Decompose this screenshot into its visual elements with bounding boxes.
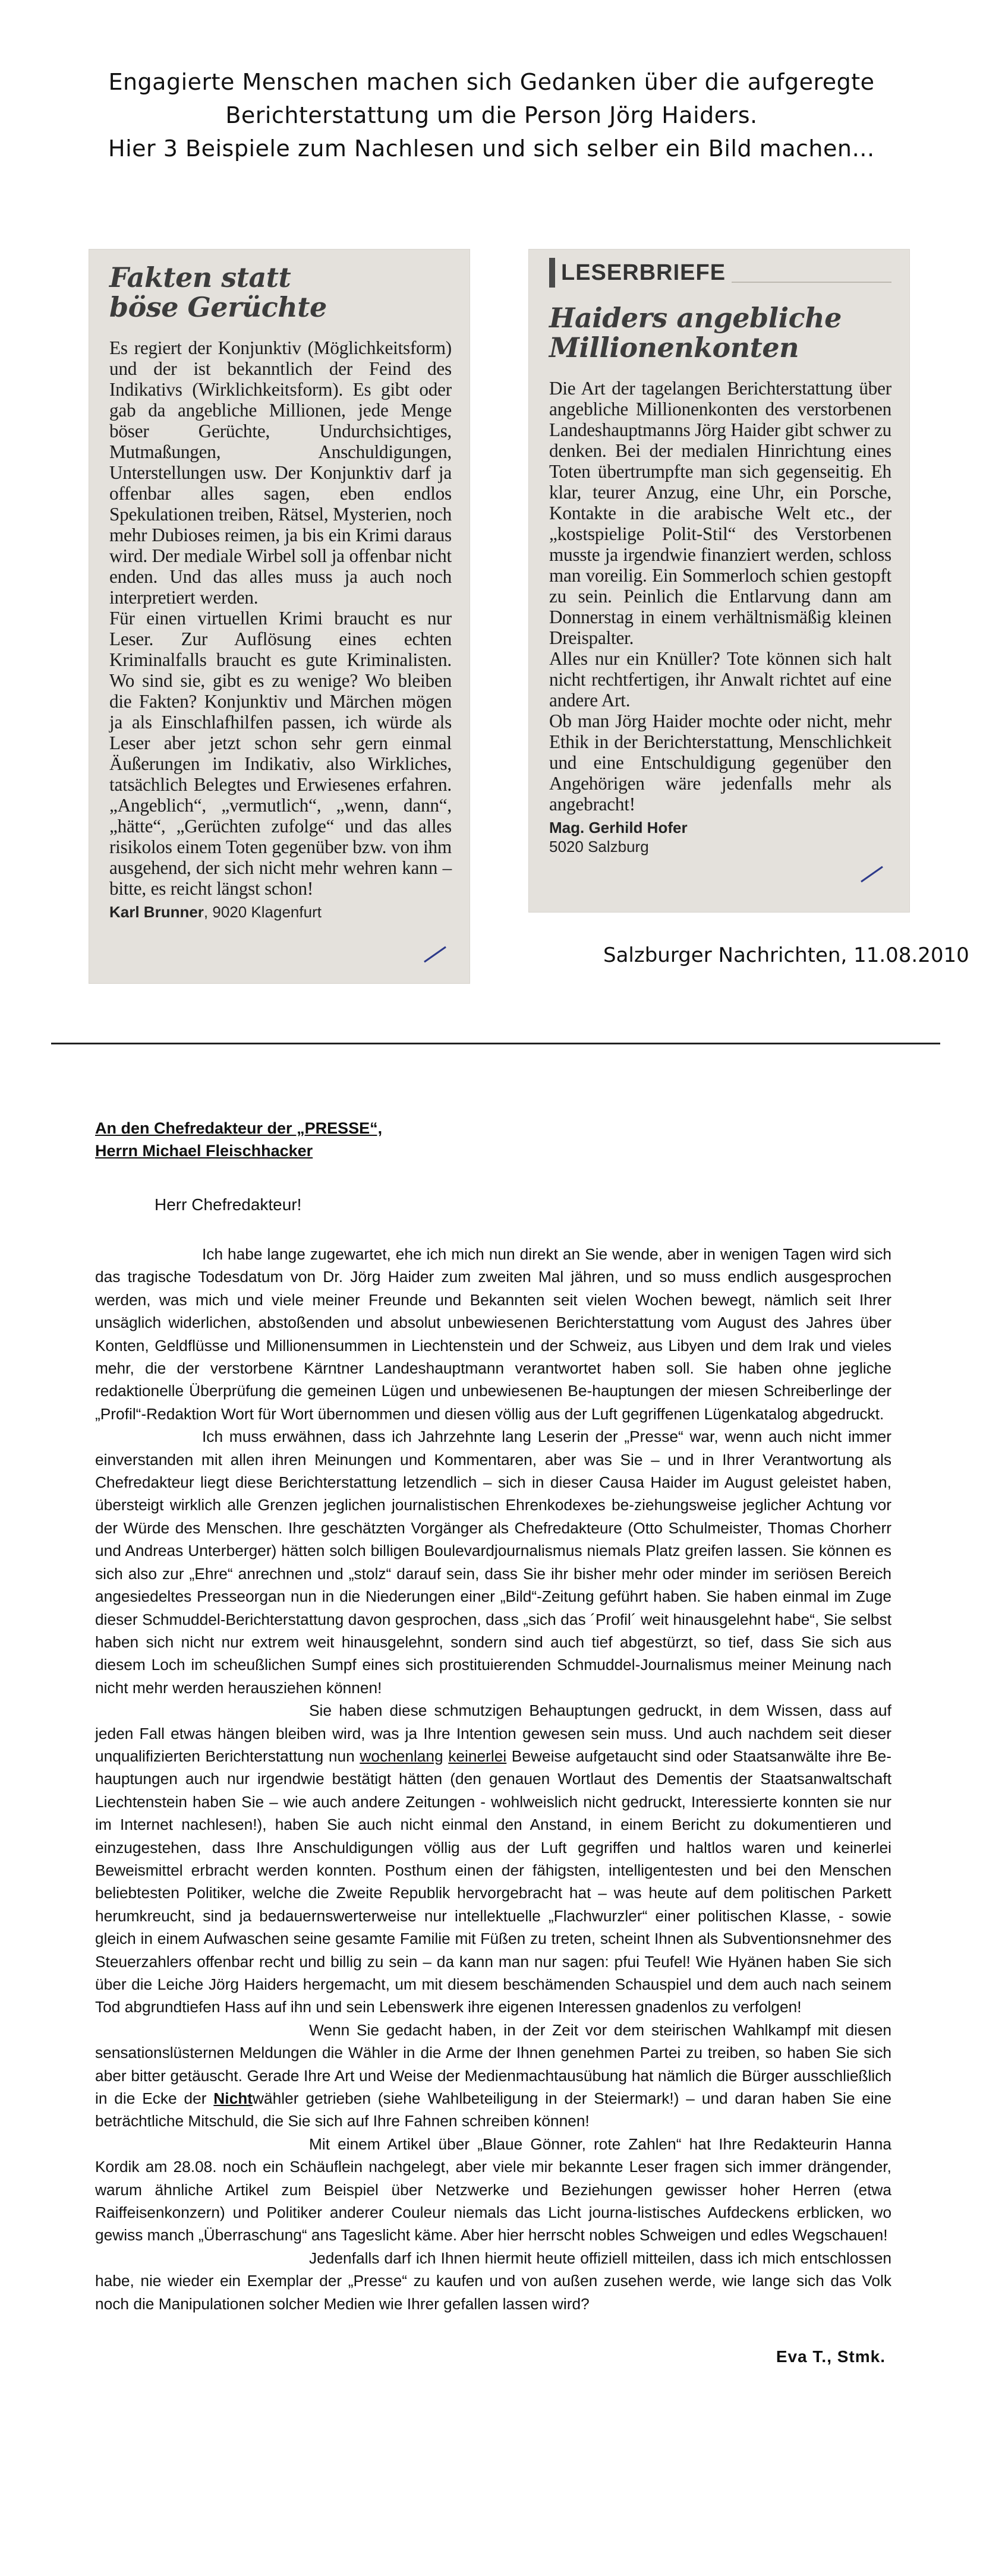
rubric-bar xyxy=(549,258,555,288)
letter-salutation: Herr Chefredakteur! xyxy=(155,1195,302,1214)
letter-paragraph: Ich habe lange zugewartet, ehe ich mich nun direkt an Sie wende, aber in wenigen Tagen wird sich das tragische Todesdatum von Dr. Jörg Haider zum zweiten Mal jähren, und so muss endlich ausgesprochen werden, was mich und viele meiner Freunde und Bekannten seit vielen Wochen bewegt, nämlich seit Ihrer unsäglich widerlichen, abstoßenden und absolut unbewiesenen Berichterstattung vom August des Jahres über Konten, Geldflüsse und Millionensummen in Liechtenstein und der Schweiz, aus Libyen und dem Irak und vieles mehr, die der verstorbene Kärntner Landeshauptmann verantwortet haben soll. Sie haben ohne jegliche redaktionelle Überprüfung die gemeinen Lügen und unbewiesenen Be-hauptungen der miesen Schreiberlinge der „Profil“-Redaktion Wort für Wort übernommen und diesen völlig aus der Luft gegriffenen Lügenkatalog abgedruckt. xyxy=(95,1245,891,1423)
clipping-left-body xyxy=(109,337,452,899)
rubric-label: LESERBRIEFE xyxy=(561,260,726,285)
clipping-left-paragraph: Für einen virtuellen Krimi braucht es nur Leser. Zur Auflösung eines echten Kriminalfalls braucht es gute Kriminalisten. Wo sind sie, gibt es zu wenige? Wo bleiben die Fakten? Konjunktiv und Märchen mögen ja als Einschlafhilfen passen, ich würde als Leser aber jetzt schon sehr gern einmal Äußerungen im Indikativ, also Wirkliches, tatsächlich Belegtes und Erwiesenes erfahren. „Angeblich“, „vermutlich“, „wenn, dann“, „hätte“, „Gerüchten zufolge“ und das alles risikolos einem Toten gegenüber bzw. von ihm ausgehend, der sich nicht mehr wehren kann – bitte, es reicht längst schon! xyxy=(109,608,452,899)
letter-text: Sie haben diese schmutzigen Behauptungen gedruckt, in dem Wissen, dass auf jeden Fall etwas hängen bleiben wird, was ja Ihre Intention gewesen sein muss. Und auch nachdem seit dieser unqualifizierten Berichterstattung nun xyxy=(95,1701,891,1765)
intro-line-1: Engagierte Menschen machen sich Gedanken über die aufgeregte xyxy=(108,69,875,95)
intro-line-3: Hier 3 Beispiele zum Nachlesen und sich selber ein Bild machen… xyxy=(108,135,875,162)
newspaper-clipping-right xyxy=(529,250,909,912)
clipping-right-paragraph: Ob man Jörg Haider mochte oder nicht, mehr Ethik in der Berichterstattung, Menschlichkeit und eine Entschuldigung gegenüber den Angehörigen wäre jedenfalls mehr als angebracht! xyxy=(549,711,891,815)
clipping-right-title-line-1: Haiders angebliche xyxy=(549,302,842,334)
clipping-left-place: , 9020 Klagenfurt xyxy=(203,903,322,921)
clipping-left-title-line-2: böse Gerüchte xyxy=(109,291,327,323)
letter-paragraph: Ich muss erwähnen, dass ich Jahrzehnte lang Leserin der „Presse“ war, wenn auch nicht immer einverstanden mit allen ihren Meinungen und Kommentaren, aber was Sie – und in Ihrer Verantwortung als Chefredakteur liegt diese Berichterstattung letzendlich – sich in dieser Causa Haider im August geleistet haben, übersteigt wirklich alle Grenzen jeglichen journalistischen Ehrenkodexes be-ziehungsweise jeglicher Achtung vor der Würde des Menschen. Ihre geschätzten Vorgänger als Chefredakteure (Otto Schulmeister, Thomas Chorherr und Andreas Unterberger) hätten solch billigen Boulevardjournalismus niemals Platz greifen lassen. Sie können es sich also zur „Ehre“ anrechnen und „stolz“ darauf sein, dass Sie ihr bisher mehr oder minder im seriösen Bereich angesiedeltes Presseorgan nun in die Niederungen einer „Bild“-Zeitung geführt haben. Sie haben einmal im Zuge dieser Schmuddel-Berichterstattung davon gesprochen, dass „sich das ´Profil´ weit hinausgelehnt habe“, Sie selbst haben sich nicht nur extrem weit hinausgelehnt, sondern sind auch tief abgestürzt, so tief, dass Sie sich aus diesem Loch im scheußlichen Sumpf eines sich prostituierenden Schmuddel-Journalismus meiner Meinung nach nicht mehr werden herausziehen können! xyxy=(95,1428,891,1697)
clipping-right-paragraph: Alles nur ein Knüller? Tote können sich halt nicht rechtfertigen, ihr Anwalt richtet auf eine andere Art. xyxy=(549,648,891,711)
letter-text: wähler getrieben (siehe Wahlbeteiligung in der Steiermark!) – und daran haben Sie eine beträchtliche Mitschuld, die Sie sich auf Ihre Fahnen schreiben können! xyxy=(95,2089,891,2130)
clipping-right-author: Mag. Gerhild Hofer xyxy=(549,819,688,836)
letter-address-line-2: Herrn Michael Fleischhacker xyxy=(95,1142,313,1160)
emphasized-word: Nicht xyxy=(213,2089,253,2108)
clipping-left-author: Karl Brunner xyxy=(109,903,204,921)
letter-address-line-1: An den Chefredakteur der „PRESSE“, xyxy=(95,1119,383,1137)
letter-text xyxy=(443,1747,449,1765)
underlined-word: keinerlei xyxy=(448,1747,507,1765)
intro-line-2: Berichterstattung um die Person Jörg Haiders. xyxy=(225,102,758,128)
underlined-word: wochenlang xyxy=(360,1747,443,1765)
clipping-right-title-line-2: Millionenkonten xyxy=(549,332,799,364)
clipping-left-signature xyxy=(109,902,452,921)
letter-text: Wenn Sie gedacht haben, in der Zeit vor dem steirischen Wahlkampf mit diesen sensationslüsternen Meldungen die Wähler in die Arme der Ihnen genehmen Partei zu treiben, so haben Sie sich aber bitter getäuscht. Gerade Ihre Art und Weise der Medienmachtausübung hat nämlich die Bürger ausschließlich in die Ecke der xyxy=(95,2021,891,2108)
clipping-right-title xyxy=(549,303,891,362)
clipping-right-body xyxy=(549,378,891,815)
letter-address xyxy=(95,1117,891,1162)
section-divider xyxy=(51,1043,940,1044)
clipping-left-title xyxy=(109,263,452,322)
pen-mark xyxy=(861,866,883,883)
letter-paragraph: Jedenfalls darf ich Ihnen hiermit heute offiziell mitteilen, dass ich mich entschlossen habe, nie wieder ein Exemplar der „Presse“ zu kaufen und von außen zusehen werde, wie lange sich das Volk noch die Manipulationen solcher Medien wie Ihrer gefallen lassen wird? xyxy=(95,2249,891,2313)
letter-text: Beweise aufgetaucht sind oder Staatsanwälte ihre Be-hauptungen auch nur irgendwie bestätigt hätten (den genauen Wortlaut des Dementis der Staatsanwaltschaft Liechtenstein haben Sie – wie auch andere Zeitungen - wohlweislich nicht gedruckt, Interessierte konnten sie nur im Internet nachlesen!), haben Sie auch nicht einmal den Anstand, in einem Bericht zu dokumentieren und einzugestehen, dass Ihre Anschuldigungen völlig aus der Luft gegriffen und haltlos waren und keinerlei Beweismittel erbracht werden konnten. Posthum einen der fähigsten, intelligentesten und bei den Menschen beliebtesten Politiker, welche die Zweite Republik hervorgebracht hat – was heute auf dem politischen Parkett herumkreucht, sind ja bedauernswerterweise nur intellektuelle „Flachwurzler“ einer politischen Klasse, - sowie gleich in einem Aufwaschen seine gesamte Familie mit Füßen zu treten, scheint Ihnen als Subventionsnehmer des Steuerzahlers offenbar recht und billig zu sein – da kann man nur sagen: pfui Teufel! Wie Hyänen haben Sie sich über die Leiche Jörg Haiders hergemacht, um mit diesem beschämenden Schauspiel und dem auch nach seinem Tod abgrundtiefen Hass auf ihn und sein Lebenswerk ihre eigenen Interessen gnadenlos zu verfolgen! xyxy=(95,1747,891,2016)
clipping-right-paragraph: Die Art der tagelangen Berichterstattung über angebliche Millionenkonten des verstorbenen Landeshauptmanns Jörg Haider gibt schwer zu denken. Bei der medialen Hinrichtung eines Toten übertrumpfte man sich gegenseitig. Eh klar, teurer Anzug, eine Uhr, ein Porsche, Kontakte in die arabische Welt etc., der „kostspielige Polit-Stil“ des Verstorbenen musste ja irgendwie finanziert werden, schloss man voreilig. Ein Sommerloch schien gestopft zu sein. Peinlich die Entlarvung dann am Donnerstag in einem verhältnismäßig kleinen Dreispalter. xyxy=(549,378,891,648)
intro-text xyxy=(0,65,983,165)
clipping-right-rubric xyxy=(549,258,891,288)
letter-paragraph: Mit einem Artikel über „Blaue Gönner, rote Zahlen“ hat Ihre Redakteurin Hanna Kordik am 28.08. noch ein Schäuflein nachgelegt, aber viele mir bekannte Leser fragen sich immer drängender, warum ähnliche Artikel zum Beispiel über Netzwerke und Beziehungen gewisser hoher Herren (etwa Raiffeisenkonzern) und Politiker anderer Couleur niemals das Licht journa-listisches Aufdeckens erblicken, wo gewiss manch „Überraschung“ ans Tageslicht käme. Aber hier herrscht nobles Schweigen und edles Wegschauen! xyxy=(95,2135,891,2244)
pen-mark xyxy=(424,946,446,963)
open-letter xyxy=(95,1117,891,2366)
clipping-left-title-line-1: Fakten statt xyxy=(109,261,291,293)
letter-signature: Eva T., Stmk. xyxy=(776,2347,886,2366)
letter-paragraph xyxy=(95,2019,891,2133)
source-citation: Salzburger Nachrichten, 11.08.2010 xyxy=(603,943,969,967)
newspaper-clipping-left xyxy=(89,250,470,983)
clipping-left-paragraph: Es regiert der Konjunktiv (Möglichkeitsform) und der ist bekanntlich der Feind des Indikativs (Wirklichkeitsform). Es gibt oder gab da angebliche Millionen, jede Menge böser Gerüchte, Undurchsichtiges, Mutmaßungen, Anschuldigungen, Unterstellungen usw. Der Konjunktiv darf ja offenbar alles sagen, eben endlos Spekulationen treiben, Rätsel, Mysterien, noch mehr Dubioses reimen, ja bis ein Krimi daraus wird. Der mediale Wirbel soll ja offenbar nicht enden. Und das alles muss ja auch noch interpretiert werden. xyxy=(109,337,452,608)
clipping-right-place: 5020 Salzburg xyxy=(549,838,649,855)
letter-paragraph xyxy=(95,1699,891,2019)
rubric-divider xyxy=(732,258,891,283)
